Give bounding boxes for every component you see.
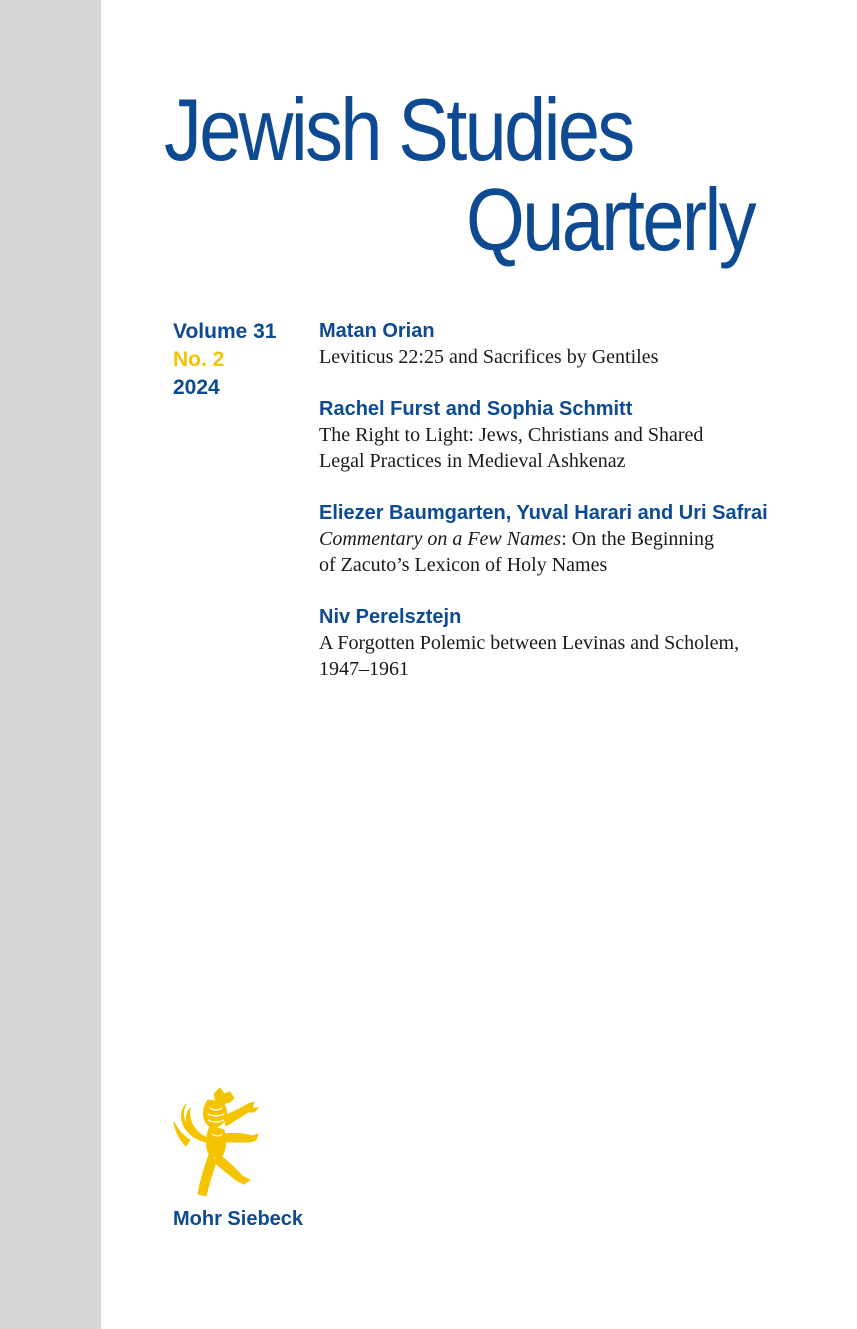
article-entry	[319, 500, 789, 578]
issue-year: 2024	[173, 376, 220, 399]
journal-title-line1: Jewish Studies	[164, 80, 633, 179]
article-entry	[319, 318, 789, 370]
article-title-italic: Commentary on a Few Names	[319, 528, 562, 550]
volume-label: Volume 31	[173, 320, 277, 343]
lion-rampant-icon	[170, 1086, 266, 1202]
article-entry	[319, 604, 789, 682]
issue-number: No. 2	[173, 348, 225, 371]
issue-info	[173, 318, 276, 402]
article-title: Legal Practices in Medieval Ashkenaz	[319, 450, 626, 472]
article-title	[319, 526, 789, 552]
publisher-name: Mohr Siebeck	[173, 1208, 304, 1230]
article-author: Eliezer Baumgarten, Yuval Harari and Uri Safrai	[319, 502, 768, 524]
article-title: A Forgotten Polemic between Levinas and Scholem,	[319, 632, 740, 654]
article-title: of Zacuto’s Lexicon of Holy Names	[319, 554, 608, 576]
article-author: Matan Orian	[319, 320, 435, 342]
article-title: Leviticus 22:25 and Sacrifices by Gentiles	[319, 346, 659, 368]
article-author: Rachel Furst and Sophia Schmitt	[319, 398, 633, 420]
article-entry	[319, 396, 789, 474]
table-of-contents	[319, 318, 789, 708]
journal-title-line2: Quarterly	[466, 170, 755, 269]
spine-strip	[0, 0, 101, 1329]
article-title-rest: : On the Beginning	[561, 528, 714, 550]
article-author: Niv Perelsztejn	[319, 606, 462, 628]
article-title: 1947–1961	[319, 658, 409, 680]
article-title: The Right to Light: Jews, Christians and Shared	[319, 424, 704, 446]
